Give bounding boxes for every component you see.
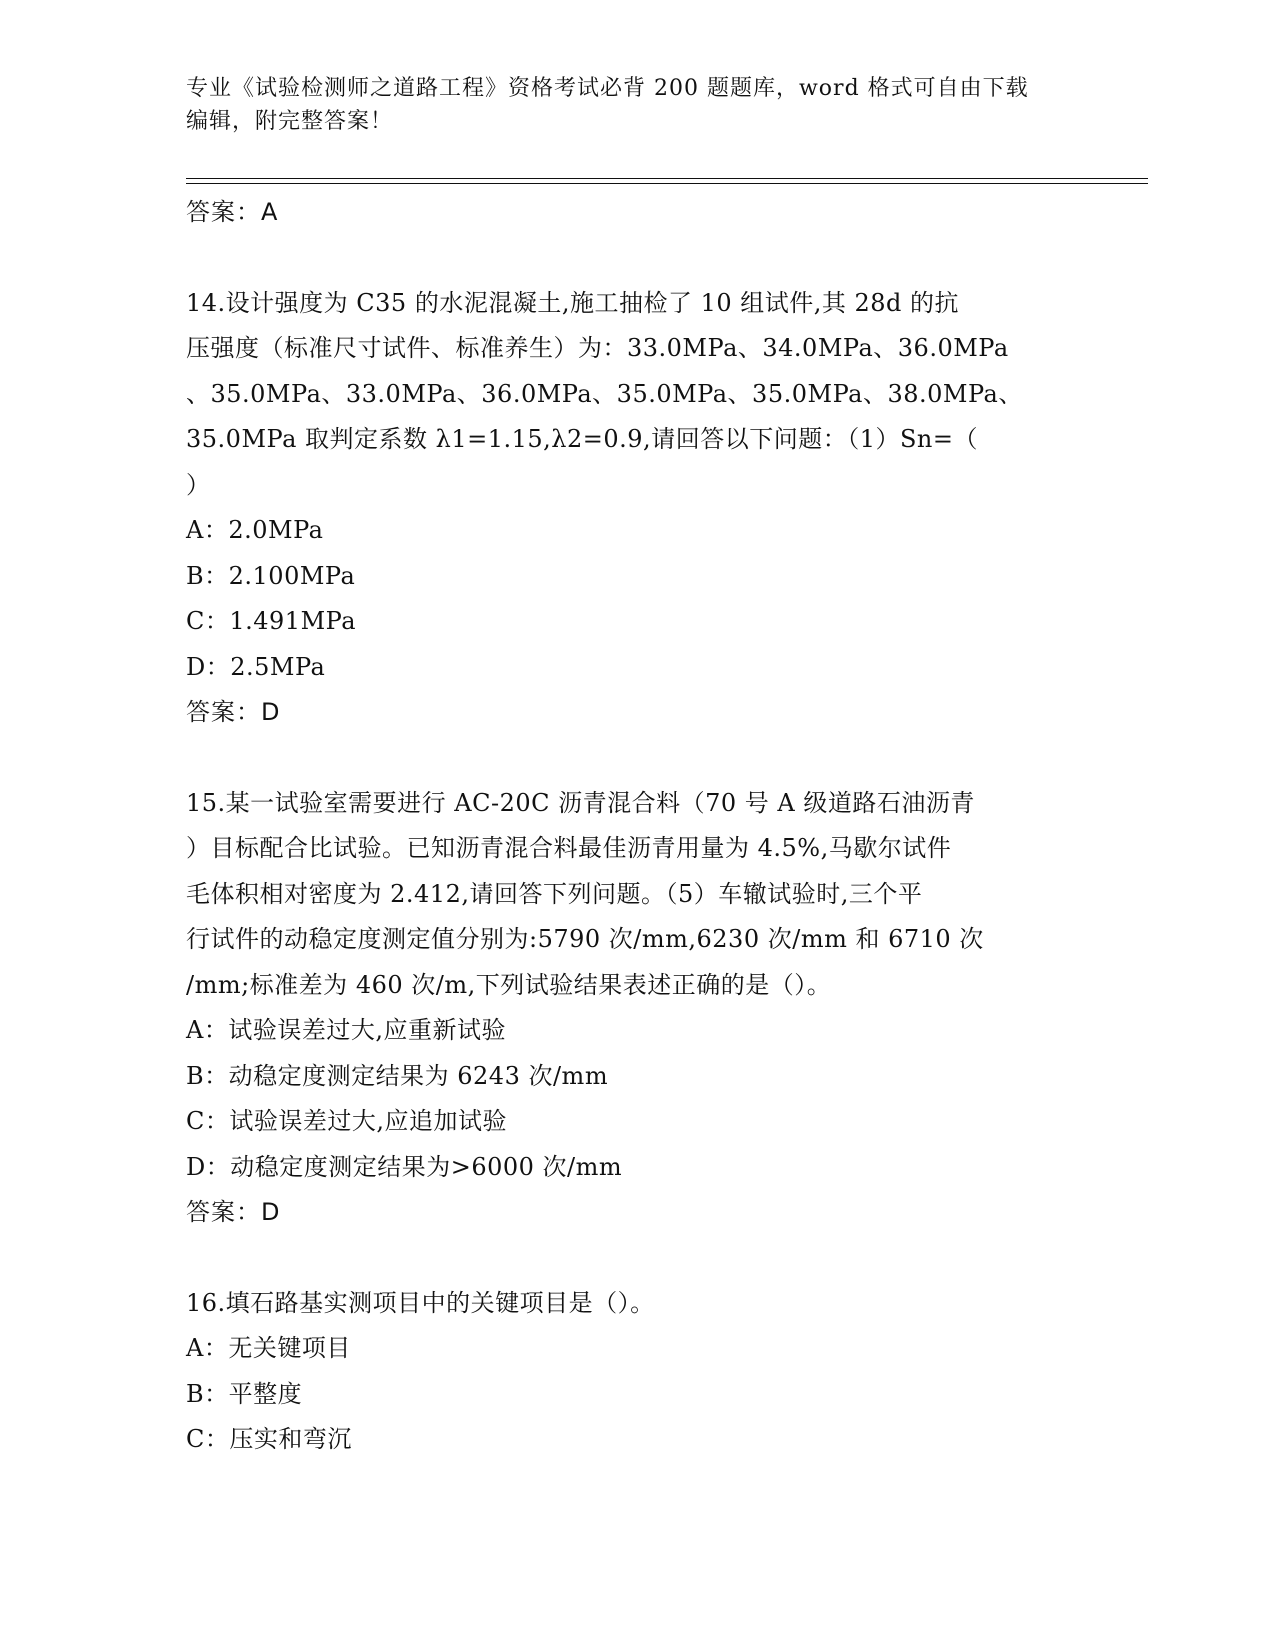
question-15: [186, 781, 1086, 1236]
question-text-line: /mm;标准差为 460 次/m,下列试验结果表述正确的是（）。: [186, 970, 832, 999]
header-line-1: 专业《试验检测师之道路工程》资格考试必背 200 题题库，word 格式可自由下载: [186, 76, 1029, 101]
answer-line: 答案：D: [186, 1198, 281, 1226]
header-rule-bottom: [186, 183, 1148, 184]
option-a: A：2.0MPa: [186, 516, 324, 544]
question-text-line: 行试件的动稳定度测定值分别为:5790 次/mm,6230 次/mm 和 6710 次: [186, 925, 984, 953]
question-text-line: 15.某一试验室需要进行 AC-20C 沥青混合料（70 号 A 级道路石油沥青: [186, 788, 975, 817]
question-text-line: ）目标配合比试验。已知沥青混合料最佳沥青用量为 4.5%,马歇尔试件: [186, 834, 952, 862]
question-text-line: 16.填石路基实测项目中的关键项目是（）。: [186, 1288, 655, 1317]
question-text-line: 压强度（标准尺寸试件、标准养生）为：33.0MPa、34.0MPa、36.0MPa: [186, 334, 1009, 362]
question-16: [186, 1281, 1086, 1463]
question-text-line: 14.设计强度为 C35 的水泥混凝土,施工抽检了 10 组试件,其 28d 的抗: [186, 288, 960, 317]
option-d: D：2.5MPa: [186, 652, 326, 681]
question-text-line: 35.0MPa 取判定系数 λ1=1.15,λ2=0.9,请回答以下问题：（1）Sn=（: [186, 425, 978, 453]
page-header: [186, 72, 1066, 138]
header-line-2: 编辑，附完整答案！: [186, 109, 394, 134]
question-text-line: 毛体积相对密度为 2.412,请回答下列问题。（5）车辙试验时,三个平: [186, 879, 923, 908]
option-b: B：2.100MPa: [186, 561, 356, 590]
option-b: B：平整度: [186, 1379, 303, 1408]
option-c: C：压实和弯沉: [186, 1425, 352, 1453]
spacer: [186, 736, 1086, 781]
answer-line: 答案：A: [186, 198, 279, 226]
header-rule-top: [186, 178, 1148, 179]
answer-line: 答案：D: [186, 698, 281, 726]
question-text-line: 、35.0MPa、33.0MPa、36.0MPa、35.0MPa、35.0MPa、38.0MPa、: [186, 379, 1023, 408]
question-14: [186, 281, 1086, 736]
option-d: D：动稳定度测定结果为>6000 次/mm: [186, 1152, 623, 1181]
option-c: C：1.491MPa: [186, 607, 357, 635]
option-a: A：无关键项目: [186, 1334, 351, 1362]
option-c: C：试验误差过大,应追加试验: [186, 1107, 507, 1135]
spacer: [186, 236, 1086, 281]
option-b: B：动稳定度测定结果为 6243 次/mm: [186, 1061, 609, 1090]
spacer: [186, 1236, 1086, 1281]
option-a: A：试验误差过大,应重新试验: [186, 1016, 506, 1044]
document-body: [186, 190, 1086, 1463]
question-text-line: ）: [186, 470, 211, 499]
